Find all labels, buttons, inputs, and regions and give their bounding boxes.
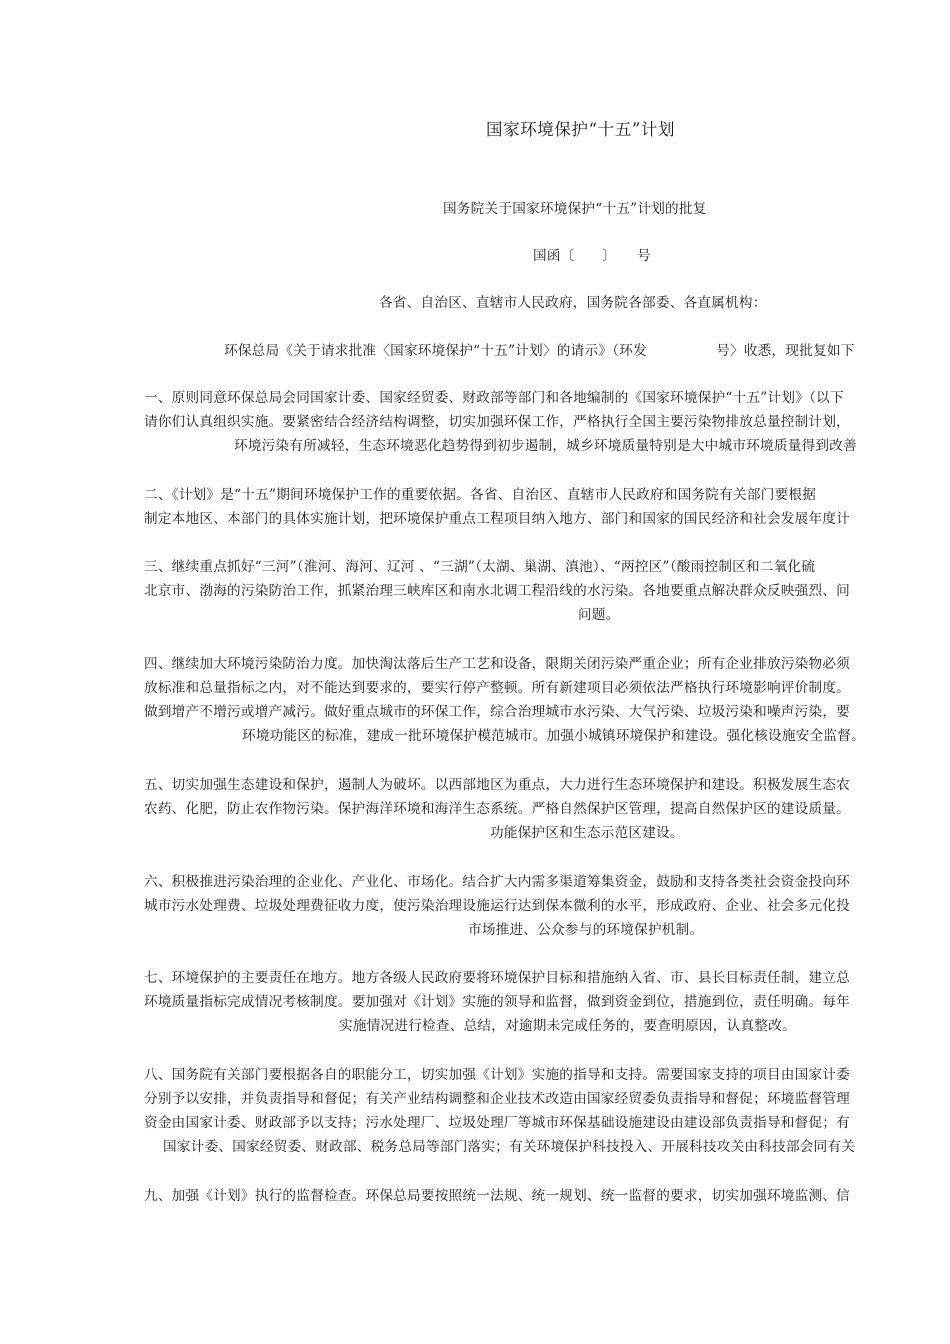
paragraph-line: 八、国务院有关部门要根据各自的职能分工，切实加强《计划》实施的指导和支持。需要国家支持的项目由国家计委 xyxy=(144,1067,851,1083)
paragraph-line: 请你们认真组织实施。要紧密结合经济结构调整，切实加强环保工作，严格执行全国主要污染物排放总量控制计划， xyxy=(144,414,851,430)
paragraph-line: 北京市、渤海的污染防治工作，抓紧治理三峡库区和南水北调工程沿线的水污染。各地要重点解决群众反映强烈、问 xyxy=(144,583,851,599)
paragraph-line: 环境污染有所减轻，生态环境恶化趋势得到初步遏制，城乡环境质量特别是大中城市环境质量得到改善 xyxy=(234,438,857,454)
paragraph-line: 四、继续加大环境污染防治力度。加快淘汰落后生产工艺和设备，限期关闭污染严重企业；所有企业排放污染物必须 xyxy=(144,656,851,672)
paragraph-line: 环境功能区的标准，建成一批环境保护模范城市。加强小城镇环境保护和建设。强化核设施安全监督。 xyxy=(242,728,865,744)
paragraph-line: 分别予以安排，并负责指导和督促；有关产业结构调整和企业技术改造由国家经贸委负责指导和督促；环境监督管理 xyxy=(144,1091,851,1107)
paragraph-line: 三、继续重点抓好“三河”（淮河、海河、辽河 、“三湖”（太湖、巢湖、滇池）、“两控区”（酸雨控制区和二氧化硫 xyxy=(144,559,816,575)
paragraph-line: 六、积极推进污染治理的企业化、产业化、市场化。结合扩大内需多渠道筹集资金，鼓励和支持各类社会资金投向环 xyxy=(144,874,851,890)
paragraph-line: 资金由国家计委、财政部予以支持；污水处理厂、垃圾处理厂等城市环保基础设施建设由建设部负责指导和督促；有 xyxy=(144,1115,851,1131)
paragraph-line: 一、原则同意环保总局会同国家计委、国家经贸委、财政部等部门和各地编制的《国家环境保护“十五”计划》（以下 xyxy=(144,390,844,406)
paragraph-line: 农药、化肥，防止农作物污染。保护海洋环境和海洋生态系统。严格自然保护区管理，提高自然保护区的建设质量。 xyxy=(144,801,851,817)
paragraph-line: 五、切实加强生态建设和保护，遏制人为破坏。以西部地区为重点，大力进行生态环境保护和建设。积极发展生态农 xyxy=(144,777,851,793)
paragraph-line: 放标准和总量指标之内，对不能达到要求的，要实行停产整顿。所有新建项目必须依法严格执行环境影响评价制度。 xyxy=(144,680,851,696)
addressee: 各省、自治区、直辖市人民政府，国务院各部委、各直属机构： xyxy=(379,295,767,311)
paragraph-line: 城市污水处理费、垃圾处理费征收力度，使污染治理设施运行达到保本微利的水平，形成政府、企业、社会多元化投 xyxy=(144,898,851,914)
paragraph-line: 市场推进、公众参与的环境保护机制。 xyxy=(468,922,704,938)
paragraph-line: 九、加强《计划》执行的监督检查。环保总局要按照统一法规、统一规划、统一监督的要求，切实加强环境监测、信 xyxy=(144,1188,851,1204)
approval-title: 国务院关于国家环境保护“十五”计划的批复 xyxy=(443,201,707,217)
paragraph-line: 二、《计划》是“十五”期间环境保护工作的重要依据。各省、自治区、直辖市人民政府和国务院有关部门要根据 xyxy=(144,487,817,503)
intro-paragraph: 环保总局《关于请求批准〈国家环境保护“十五”计划〉的请示》（环发 号〉收悉，现批复如下 xyxy=(224,343,855,359)
paragraph-line: 制定本地区、本部门的具体实施计划，把环境保护重点工程项目纳入地方、部门和国家的国民经济和社会发展年度计 xyxy=(144,511,851,527)
paragraph-line: 做到增产不增污或增产减污。做好重点城市的环保工作，综合治理城市水污染、大气污染、垃圾污染和噪声污染，要 xyxy=(144,704,851,720)
paragraph-line: 国家计委、国家经贸委、财政部、税务总局等部门落实；有关环境保护科技投入、开展科技攻关由科技部会同有关 xyxy=(163,1139,856,1155)
paragraph-line: 实施情况进行检查、总结，对逾期未完成任务的，要查明原因，认真整改。 xyxy=(339,1018,796,1034)
document-title: 国家环境保护“十五”计划 xyxy=(486,120,676,139)
paragraph-line: 环境质量指标完成情况考核制度。要加强对《计划》实施的领导和监督，做到资金到位，措施到位，责任明确。每年 xyxy=(144,994,851,1010)
paragraph-line: 七、环境保护的主要责任在地方。地方各级人民政府要将环境保护目标和措施纳入省、市、县长目标责任制，建立总 xyxy=(144,970,851,986)
paragraph-line: 功能保护区和生态示范区建设。 xyxy=(490,825,684,841)
paragraph-line: 问题。 xyxy=(578,607,620,623)
document-number: 国函〔 〕 号 xyxy=(533,248,651,264)
